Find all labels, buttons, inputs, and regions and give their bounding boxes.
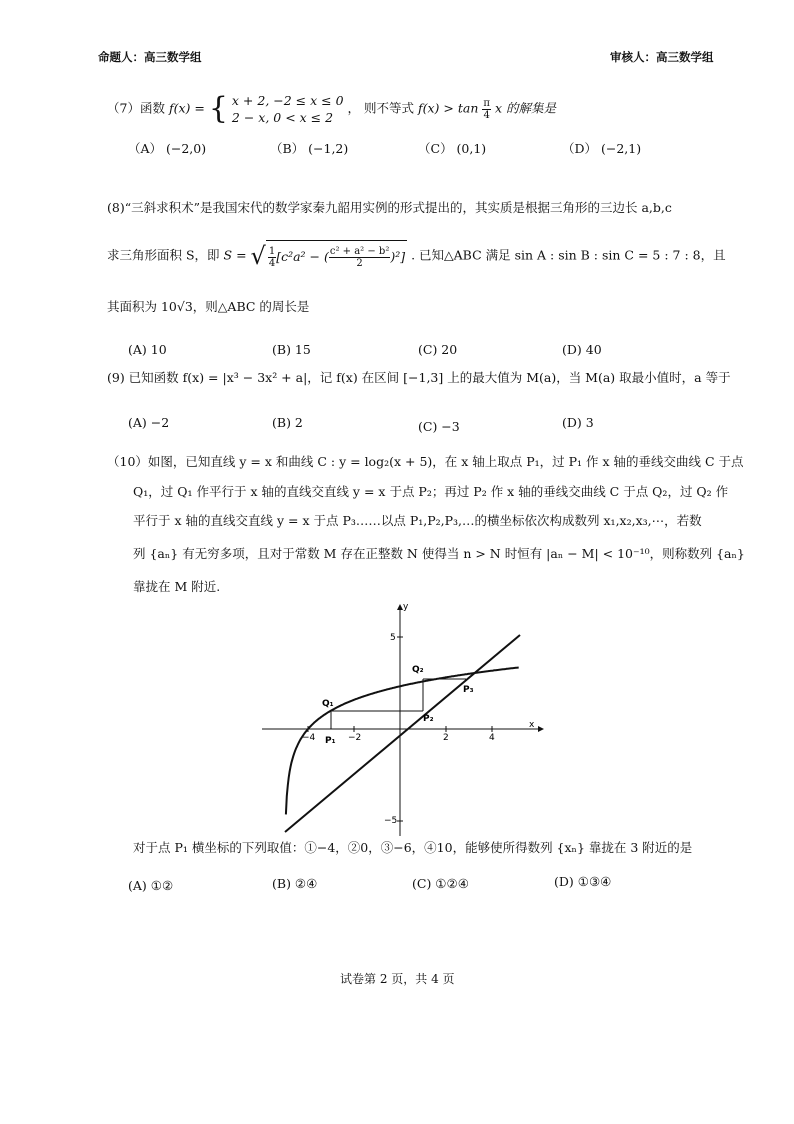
q8-sqrt-end: )²] — [390, 249, 406, 264]
x-axis-arrow — [538, 726, 544, 732]
q9-option-d[interactable]: (D) 3 — [562, 415, 594, 430]
page-footer: 试卷第 2 页，共 4 页 — [340, 972, 455, 986]
q8-quarter — [268, 246, 276, 269]
q7-case-1: x + 2, −2 ≤ x ≤ 0 — [231, 93, 344, 108]
y-axis-label: y — [403, 602, 409, 612]
q8-option-c[interactable]: (C) 20 — [418, 342, 458, 357]
curve-c — [286, 668, 519, 815]
q8-line-3: 其面积为 10√3，则△ABC 的周长是 — [107, 299, 310, 314]
tick-label-y-neg5: −5 — [384, 816, 398, 826]
q7-pi-num: π — [483, 97, 490, 109]
q8-option-a[interactable]: (A) 10 — [128, 342, 167, 357]
label-q1: Q₁ — [322, 699, 334, 709]
q7-mid: ， 则不等式 — [347, 100, 415, 116]
q10-line-1: （10）如图，已知直线 y = x 和曲线 C : y = log₂(x + 5)，在 x 轴上取点 P₁，过 P₁ 作 x 轴的垂线交曲线 C 于点 — [107, 454, 744, 469]
q8-inner-den: 2 — [356, 258, 363, 269]
q7-cases — [232, 92, 344, 126]
q8-line-2-lead: 求三角形面积 S，即 — [107, 247, 220, 263]
q7-case-2: 2 − x, 0 < x ≤ 2 — [231, 110, 334, 125]
q8-line-1: (8)“三斜求积术”是我国宋代的数学家秦九韶用实例的形式提出的，其实质是根据三角形的三边长 a,b,c — [107, 200, 672, 215]
q8-quarter-num: 1 — [268, 246, 276, 257]
q8-option-b[interactable]: (B) 15 — [272, 342, 311, 357]
q9-option-a[interactable]: (A) −2 — [128, 415, 170, 430]
q7-lead: 函数 — [139, 100, 165, 116]
q10-line-4: 列 {aₙ} 有无穷多项，且对于常数 M 存在正整数 N 使得当 n > N 时恒有 |aₙ − M| < 10⁻¹⁰，则称数列 {aₙ} — [133, 546, 745, 561]
q7-tail: x 的解集是 — [494, 100, 556, 116]
q10-option-d[interactable]: (D) ①③④ — [554, 874, 612, 889]
q7-stem — [107, 92, 556, 126]
q10-line-6: 对于点 P₁ 横坐标的下列取值：①−4，②0，③−6，④10，能够使所得数列 {xₙ} 靠拢在 3 附近的是 — [133, 840, 693, 855]
q7-option-d[interactable]: （D） (−2,1) — [562, 141, 642, 156]
q10-line-3: 平行于 x 轴的直线交直线 y = x 于点 P₃……以点 P₁,P₂,P₃,…的横坐标依次构成数列 x₁,x₂,x₃,⋯，若数 — [133, 513, 702, 528]
q8-sqrt-sign: √ — [250, 242, 266, 270]
q7-brace: { — [208, 91, 228, 126]
q8-quarter-den: 4 — [268, 258, 276, 269]
label-p2: P₂ — [423, 714, 434, 724]
tick-label-x-neg2: −2 — [348, 733, 362, 743]
x-axis-label: x — [529, 720, 535, 730]
q10-option-c[interactable]: (C) ①②④ — [412, 876, 469, 891]
q9-stem: (9) 已知函数 f(x) = |x³ − 3x² + a|，记 f(x) 在区间 [−1,3] 上的最大值为 M(a)，当 M(a) 取最小值时，a 等于 — [107, 370, 731, 385]
q8-sqrt-mid: [c²a² − ( — [276, 249, 329, 264]
tick-label-x-4: 4 — [489, 733, 495, 743]
q8-inner-fraction — [329, 246, 390, 269]
q7-ineq: f(x) > tan — [418, 100, 479, 116]
q7-option-c[interactable]: （C） (0,1) — [418, 141, 487, 156]
q10-line-2: Q₁，过 Q₁ 作平行于 x 轴的直线交直线 y = x 于点 P₂；再过 P₂ 作 x 轴的垂线交曲线 C 于点 Q₂，过 Q₂ 作 — [133, 484, 729, 499]
line-y-equals-x — [285, 635, 520, 832]
q8-line-2-tail: . 已知△ABC 满足 sin A : sin B : sin C = 5 : 7 : 8，且 — [411, 247, 726, 263]
q9-option-b[interactable]: (B) 2 — [272, 415, 303, 430]
q8-line-2 — [107, 240, 726, 272]
tick-label-y-5: 5 — [390, 633, 396, 643]
tick-label-x-neg4: −4 — [302, 733, 316, 743]
tick-label-x-2: 2 — [443, 733, 449, 743]
q7-number: （7） — [107, 100, 140, 116]
label-p3: P₃ — [463, 685, 474, 695]
q10-line-5: 靠拢在 M 附近. — [133, 579, 221, 594]
q10-graph — [262, 600, 552, 840]
header-left: 命题人：高三数学组 — [98, 50, 202, 64]
q7-pi-fraction — [482, 98, 491, 121]
q10-option-a[interactable]: (A) ①② — [128, 878, 174, 893]
label-q2: Q₂ — [412, 665, 424, 675]
q8-inner-num: c² + a² − b² — [329, 246, 390, 257]
q9-option-c[interactable]: (C) −3 — [418, 419, 460, 434]
q7-fx: f(x) = — [168, 100, 205, 116]
label-p1: P₁ — [325, 736, 336, 746]
q8-option-d[interactable]: (D) 40 — [562, 342, 602, 357]
q8-formula-left: S = — [223, 247, 247, 263]
q8-sqrt-body — [266, 240, 407, 272]
q10-option-b[interactable]: (B) ②④ — [272, 876, 318, 891]
q7-option-b[interactable]: （B） (−1,2) — [270, 141, 349, 156]
header-right: 审核人：高三数学组 — [610, 50, 714, 64]
q7-pi-den: 4 — [483, 109, 490, 121]
q7-option-a[interactable]: （A） (−2,0) — [128, 141, 207, 156]
